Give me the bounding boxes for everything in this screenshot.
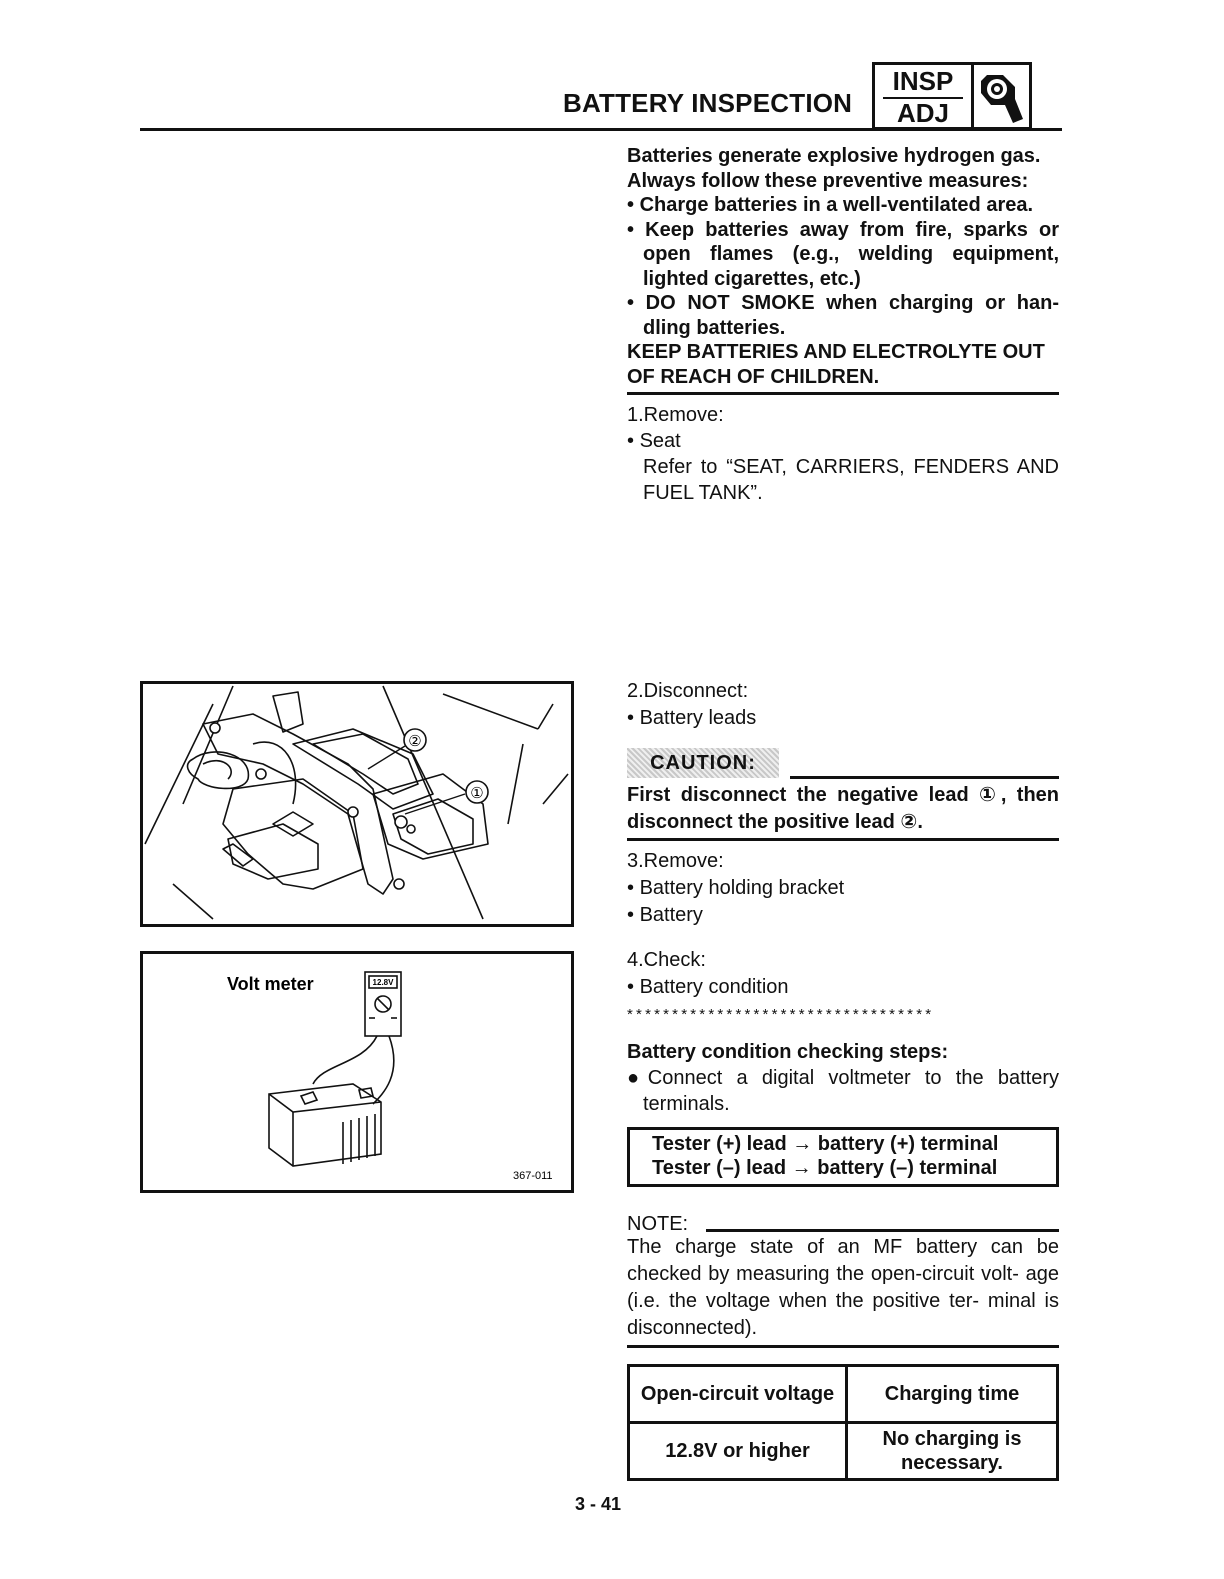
tester-line1: Tester (+) lead → battery (+) terminal (652, 1133, 999, 1155)
table-cell-charging: No charging is necessary. (847, 1423, 1058, 1480)
wrench-magnifier-icon (977, 69, 1027, 125)
step1-refer: Refer to “SEAT, CARRIERS, FENDERS AND FUEL TANK”. (643, 456, 1059, 504)
note-label: NOTE: (627, 1213, 689, 1235)
battery-bracket-illustration (143, 684, 571, 924)
badge-text-cell (875, 65, 974, 127)
table-head-charging: Charging time (847, 1366, 1058, 1423)
badge-adj: ADJ (896, 98, 949, 128)
warning-rule (627, 392, 1059, 395)
warning-closing: KEEP BATTERIES AND ELECTROLYTE OUT OF REACH OF CHILDREN. (627, 341, 1045, 388)
table-cell-voltage: 12.8V or higher (629, 1423, 847, 1480)
warning-line1: Batteries generate explosive hydrogen gas. (627, 145, 1041, 167)
table-row (629, 1423, 1058, 1480)
tester-box (627, 1127, 1059, 1187)
warning-bullet: • DO NOT SMOKE when charging or han- dling batteries. (627, 292, 1059, 339)
step1-title: 1.Remove: (627, 404, 724, 426)
warning-bullet: • Charge batteries in a well-ventilated area. (627, 194, 1034, 216)
step1-block (627, 402, 1059, 506)
stars-separator: ********************************** (627, 1006, 935, 1023)
caution-text: First disconnect the negative lead ①, then disconnect the positive lead ②. (627, 784, 1060, 833)
table-row (629, 1366, 1058, 1423)
callout-2: ② (408, 733, 422, 750)
warning-bullet: • Keep batteries away from fire, sparks or open flames (e.g., welding equipment, lighted cigarettes, etc.) (627, 218, 1059, 290)
page-number: 3 - 41 (575, 1494, 622, 1514)
caution-rule (790, 776, 1059, 779)
step2-bullet: • Battery leads (627, 707, 757, 729)
voltmeter-illustration (143, 954, 571, 1190)
step1-bullet: • Seat (627, 430, 681, 452)
step3-title: 3.Remove: (627, 850, 724, 872)
battery-location-figure (140, 681, 574, 927)
charging-table (627, 1364, 1059, 1481)
note-rule (706, 1229, 1059, 1232)
warning-block (627, 144, 1059, 389)
checking-bullet: ●Connect a digital voltmeter to the battery terminals. (627, 1067, 1059, 1115)
caution-label: CAUTION: (627, 748, 779, 778)
tester-line2: Tester (–) lead → battery (–) terminal (652, 1157, 998, 1179)
note-end-rule (627, 1345, 1059, 1348)
step4-block (627, 947, 1059, 1028)
step2-block (627, 678, 1059, 732)
warning-line2: Always follow these preventive measures: (627, 169, 1029, 192)
note-text: The charge state of an MF battery can be checked by measuring the open-circuit volt- age (i.e. the voltage when the positive ter- minal is disconnected). (627, 1236, 1059, 1339)
checking-heading: Battery condition checking steps: (627, 1041, 949, 1063)
section-badge (872, 62, 1032, 130)
figure-code: 367-011 (513, 1170, 553, 1182)
step4-bullet: • Battery condition (627, 976, 789, 998)
page-title: BATTERY INSPECTION (563, 88, 853, 118)
step3-bullet: • Battery holding bracket (627, 877, 845, 899)
step2-title: 2.Disconnect: (627, 680, 749, 702)
volt-meter-label: Volt meter (227, 974, 314, 994)
step4-title: 4.Check: (627, 949, 706, 971)
meter-display: 12.8V (372, 978, 394, 987)
voltmeter-figure (140, 951, 574, 1193)
badge-insp: INSP (892, 66, 954, 96)
table-head-voltage: Open-circuit voltage (629, 1366, 847, 1423)
caution-end-rule (627, 838, 1059, 841)
step3-bullet: • Battery (627, 904, 703, 926)
callout-1: ① (470, 785, 484, 802)
step3-block (627, 848, 1059, 929)
checking-block (627, 1039, 1059, 1117)
